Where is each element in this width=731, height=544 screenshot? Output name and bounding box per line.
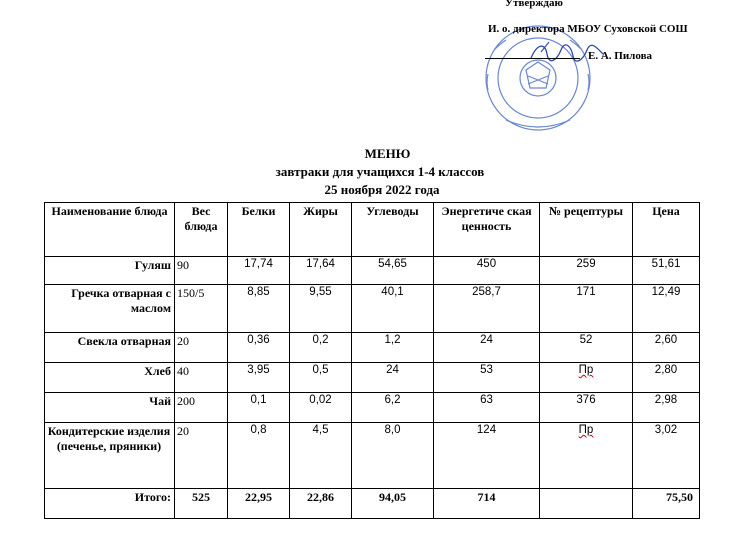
approval-position: И. о. директора МБОУ Суховской СОШ xyxy=(488,23,688,35)
dish-protein: 0,36 xyxy=(228,333,290,363)
dish-energy: 450 xyxy=(434,257,540,285)
dish-recipe: 52 xyxy=(540,333,633,363)
total-energy: 714 xyxy=(434,489,540,519)
dish-carbs: 6,2 xyxy=(352,393,434,423)
dish-fat: 0,2 xyxy=(290,333,352,363)
approval-signature-line xyxy=(485,49,652,63)
dish-carbs: 54,65 xyxy=(352,257,434,285)
table-row xyxy=(45,393,700,423)
dish-weight: 200 xyxy=(175,393,228,423)
dish-price: 2,60 xyxy=(633,333,700,363)
header-cell: Цена xyxy=(633,203,700,257)
dish-protein: 0,1 xyxy=(228,393,290,423)
total-protein: 22,95 xyxy=(228,489,290,519)
header-cell: № рецептуры xyxy=(540,203,633,257)
dish-energy: 63 xyxy=(434,393,540,423)
dish-protein: 3,95 xyxy=(228,363,290,393)
total-price: 75,50 xyxy=(633,489,700,519)
table-row xyxy=(45,363,700,393)
total-fat: 22,86 xyxy=(290,489,352,519)
menu-date: 25 ноября 2022 года xyxy=(324,182,440,197)
dish-price: 12,49 xyxy=(633,285,700,333)
dish-name: Хлеб xyxy=(45,363,175,393)
dish-price: 51,61 xyxy=(633,257,700,285)
total-recipe xyxy=(540,489,633,519)
dish-weight: 90 xyxy=(175,257,228,285)
table-header-row xyxy=(45,203,700,257)
dish-energy: 53 xyxy=(434,363,540,393)
header-cell: Белки xyxy=(228,203,290,257)
dish-price: 2,98 xyxy=(633,393,700,423)
dish-weight: 20 xyxy=(175,423,228,489)
header-cell: Наименование блюда xyxy=(45,203,175,257)
dish-fat: 17,64 xyxy=(290,257,352,285)
dish-weight: 40 xyxy=(175,363,228,393)
dish-carbs: 1,2 xyxy=(352,333,434,363)
dish-energy: 258,7 xyxy=(434,285,540,333)
dish-carbs: 24 xyxy=(352,363,434,393)
dish-weight: 20 xyxy=(175,333,228,363)
menu-title: МЕНЮ xyxy=(364,146,411,161)
dish-carbs: 8,0 xyxy=(352,423,434,489)
table-row xyxy=(45,423,700,489)
header-cell: Энергетиче ская ценность xyxy=(434,203,540,257)
dish-fat: 0,5 xyxy=(290,363,352,393)
dish-carbs: 40,1 xyxy=(352,285,434,333)
total-label: Итого: xyxy=(45,489,175,519)
dish-price: 2,80 xyxy=(633,363,700,393)
table-row xyxy=(45,333,700,363)
signature-underline xyxy=(485,58,580,59)
dish-name: Свекла отварная xyxy=(45,333,175,363)
menu-subtitle: завтраки для учащихся 1-4 классов xyxy=(275,164,485,179)
header-cell: Углеводы xyxy=(352,203,434,257)
dish-name: Кондитерские изделия (печенье, пряники) xyxy=(45,423,175,489)
header-cell: Вес блюда xyxy=(175,203,228,257)
approval-heading: Утверждаю xyxy=(505,0,563,9)
dish-protein: 8,85 xyxy=(228,285,290,333)
approver-name: Е. А. Пилова xyxy=(588,50,653,62)
dish-fat: 0,02 xyxy=(290,393,352,423)
dish-recipe: 171 xyxy=(540,285,633,333)
dish-protein: 0,8 xyxy=(228,423,290,489)
dish-weight: 150/5 xyxy=(175,285,228,333)
dish-energy: 24 xyxy=(434,333,540,363)
table-row xyxy=(45,257,700,285)
dish-recipe: 259 xyxy=(540,257,633,285)
dish-recipe: Пр xyxy=(540,363,633,393)
total-carbs: 94,05 xyxy=(352,489,434,519)
dish-price: 3,02 xyxy=(633,423,700,489)
dish-name: Гуляш xyxy=(45,257,175,285)
dish-name: Гречка отварная с маслом xyxy=(45,285,175,333)
dish-fat: 9,55 xyxy=(290,285,352,333)
table-total-row xyxy=(45,489,700,519)
total-weight: 525 xyxy=(175,489,228,519)
dish-name: Чай xyxy=(45,393,175,423)
dish-energy: 124 xyxy=(434,423,540,489)
table-row xyxy=(45,285,700,333)
menu-table xyxy=(44,202,700,519)
dish-recipe: Пр xyxy=(540,423,633,489)
dish-recipe: 376 xyxy=(540,393,633,423)
dish-protein: 17,74 xyxy=(228,257,290,285)
header-cell: Жиры xyxy=(290,203,352,257)
dish-fat: 4,5 xyxy=(290,423,352,489)
